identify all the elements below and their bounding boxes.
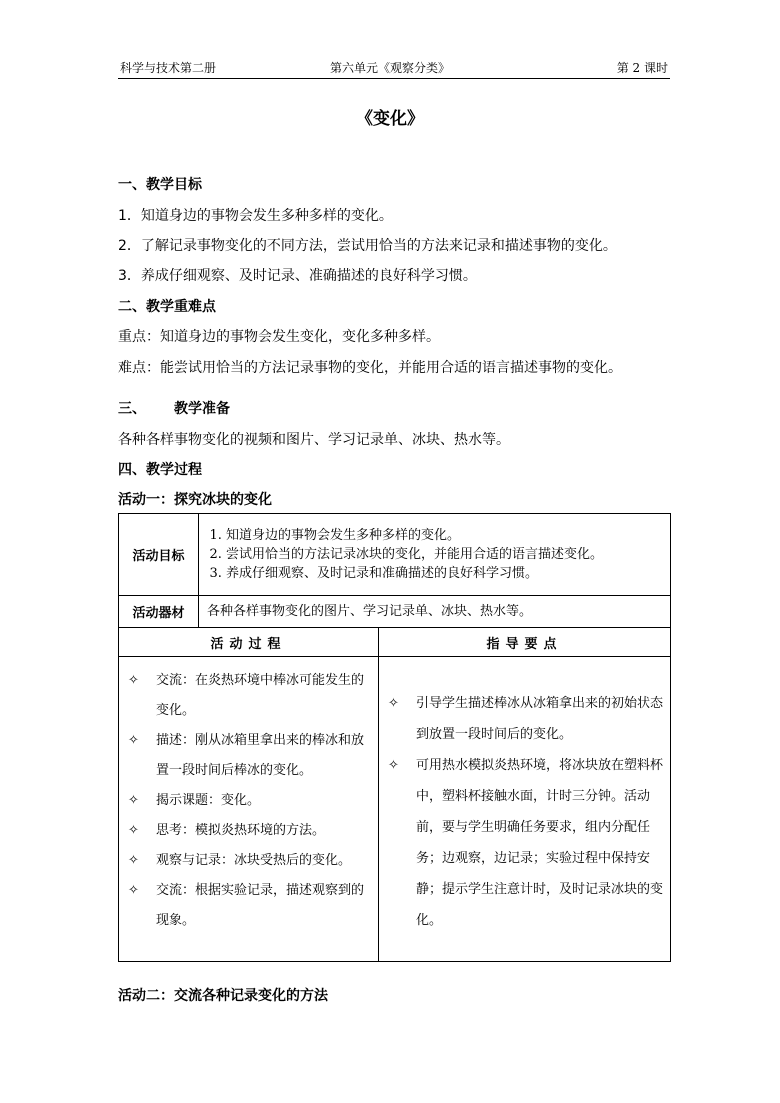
activity-goal: 3. 养成仔细观察、及时记录和准确描述的良好科学习惯。 [226,564,669,583]
section3-title: 教学准备 [174,401,230,417]
section1-heading: 一、教学目标 [118,177,202,193]
section3-heading [118,398,230,418]
diamond-bullet-icon: ✧ [388,696,399,711]
process-step: ✧ 描述：刚从冰箱里拿出来的棒冰和放置一段时间后棒冰的变化。 [126,726,371,786]
section3-number: 三、 [118,401,146,417]
process-step: ✧ 思考：模拟炎热环境的方法。 [126,816,371,846]
process-step: ✧ 揭示课题：变化。 [126,786,371,816]
diamond-bullet-icon: ✧ [128,733,139,748]
section2-heading: 二、教学重难点 [118,299,216,315]
guide-list [380,658,669,960]
header-book: 科学与技术第二册 [120,61,217,75]
process-column-header: 活动过程 [119,628,379,657]
guide-cell [379,657,671,962]
goal-item-3: 3．养成仔细观察、及时记录、准确描述的良好科学习惯。 [118,268,477,284]
activity-goals-cell [199,514,671,596]
page-header [118,56,670,79]
process-list [120,658,377,944]
activity-table [118,513,671,962]
diamond-bullet-icon: ✧ [128,883,139,898]
key-point: 重点：知道身边的事物会发生变化，变化多种多样。 [118,329,440,345]
process-step: ✧ 交流：在炎热环境中棒冰可能发生的变化。 [126,666,371,726]
diamond-bullet-icon: ✧ [388,758,399,773]
preparation-text: 各种各样事物变化的视频和图片、学习记录单、冰块、热水等。 [118,432,510,448]
materials-text: 各种各样事物变化的图片、学习记录单、冰块、热水等。 [199,596,671,628]
guide-column-header: 指导要点 [379,628,671,657]
diamond-bullet-icon: ✧ [128,793,139,808]
goal-label: 活动目标 [119,514,199,596]
guide-point: ✧ 引导学生描述棒冰从冰箱拿出来的初始状态到放置一段时间后的变化。 [386,688,663,750]
activity-goals-list [200,526,669,583]
activity-goal: 1. 知道身边的事物会发生多种多样的变化。 [226,526,669,545]
material-label: 活动器材 [119,596,199,628]
process-step: ✧ 交流：根据实验记录，描述观察到的现象。 [126,876,371,936]
header-lesson: 第 2 课时 [616,61,668,75]
guide-point: ✧ 可用热水模拟炎热环境，将冰块放在塑料杯中，塑料杯接触水面，计时三分钟。活动前，要与学生明确任务要求，组内分配任务；边观察，边记录；实验过程中保持安静；提示学生注意计时，及时记录冰块的变化。 [386,750,663,936]
goal-item-1: 1．知道身边的事物会发生多种多样的变化。 [118,208,393,224]
section4-heading: 四、教学过程 [118,462,202,478]
activity-goal: 2. 尝试用恰当的方法记录冰块的变化，并能用合适的语言描述变化。 [226,545,669,564]
process-cell [119,657,379,962]
goal-item-2: 2．了解记录事物变化的不同方法，尝试用恰当的方法来记录和描述事物的变化。 [118,238,617,254]
diamond-bullet-icon: ✧ [128,853,139,868]
diamond-bullet-icon: ✧ [128,673,139,688]
activity2-title: 活动二：交流各种记录变化的方法 [118,988,328,1004]
header-unit: 第六单元《观察分类》 [330,61,451,75]
process-step: ✧ 观察与记录：冰块受热后的变化。 [126,846,371,876]
activity1-title: 活动一：探究冰块的变化 [118,492,272,508]
diamond-bullet-icon: ✧ [128,823,139,838]
document-title: 《变化》 [356,109,424,129]
difficult-point: 难点：能尝试用恰当的方法记录事物的变化，并能用合适的语言描述事物的变化。 [118,360,622,376]
